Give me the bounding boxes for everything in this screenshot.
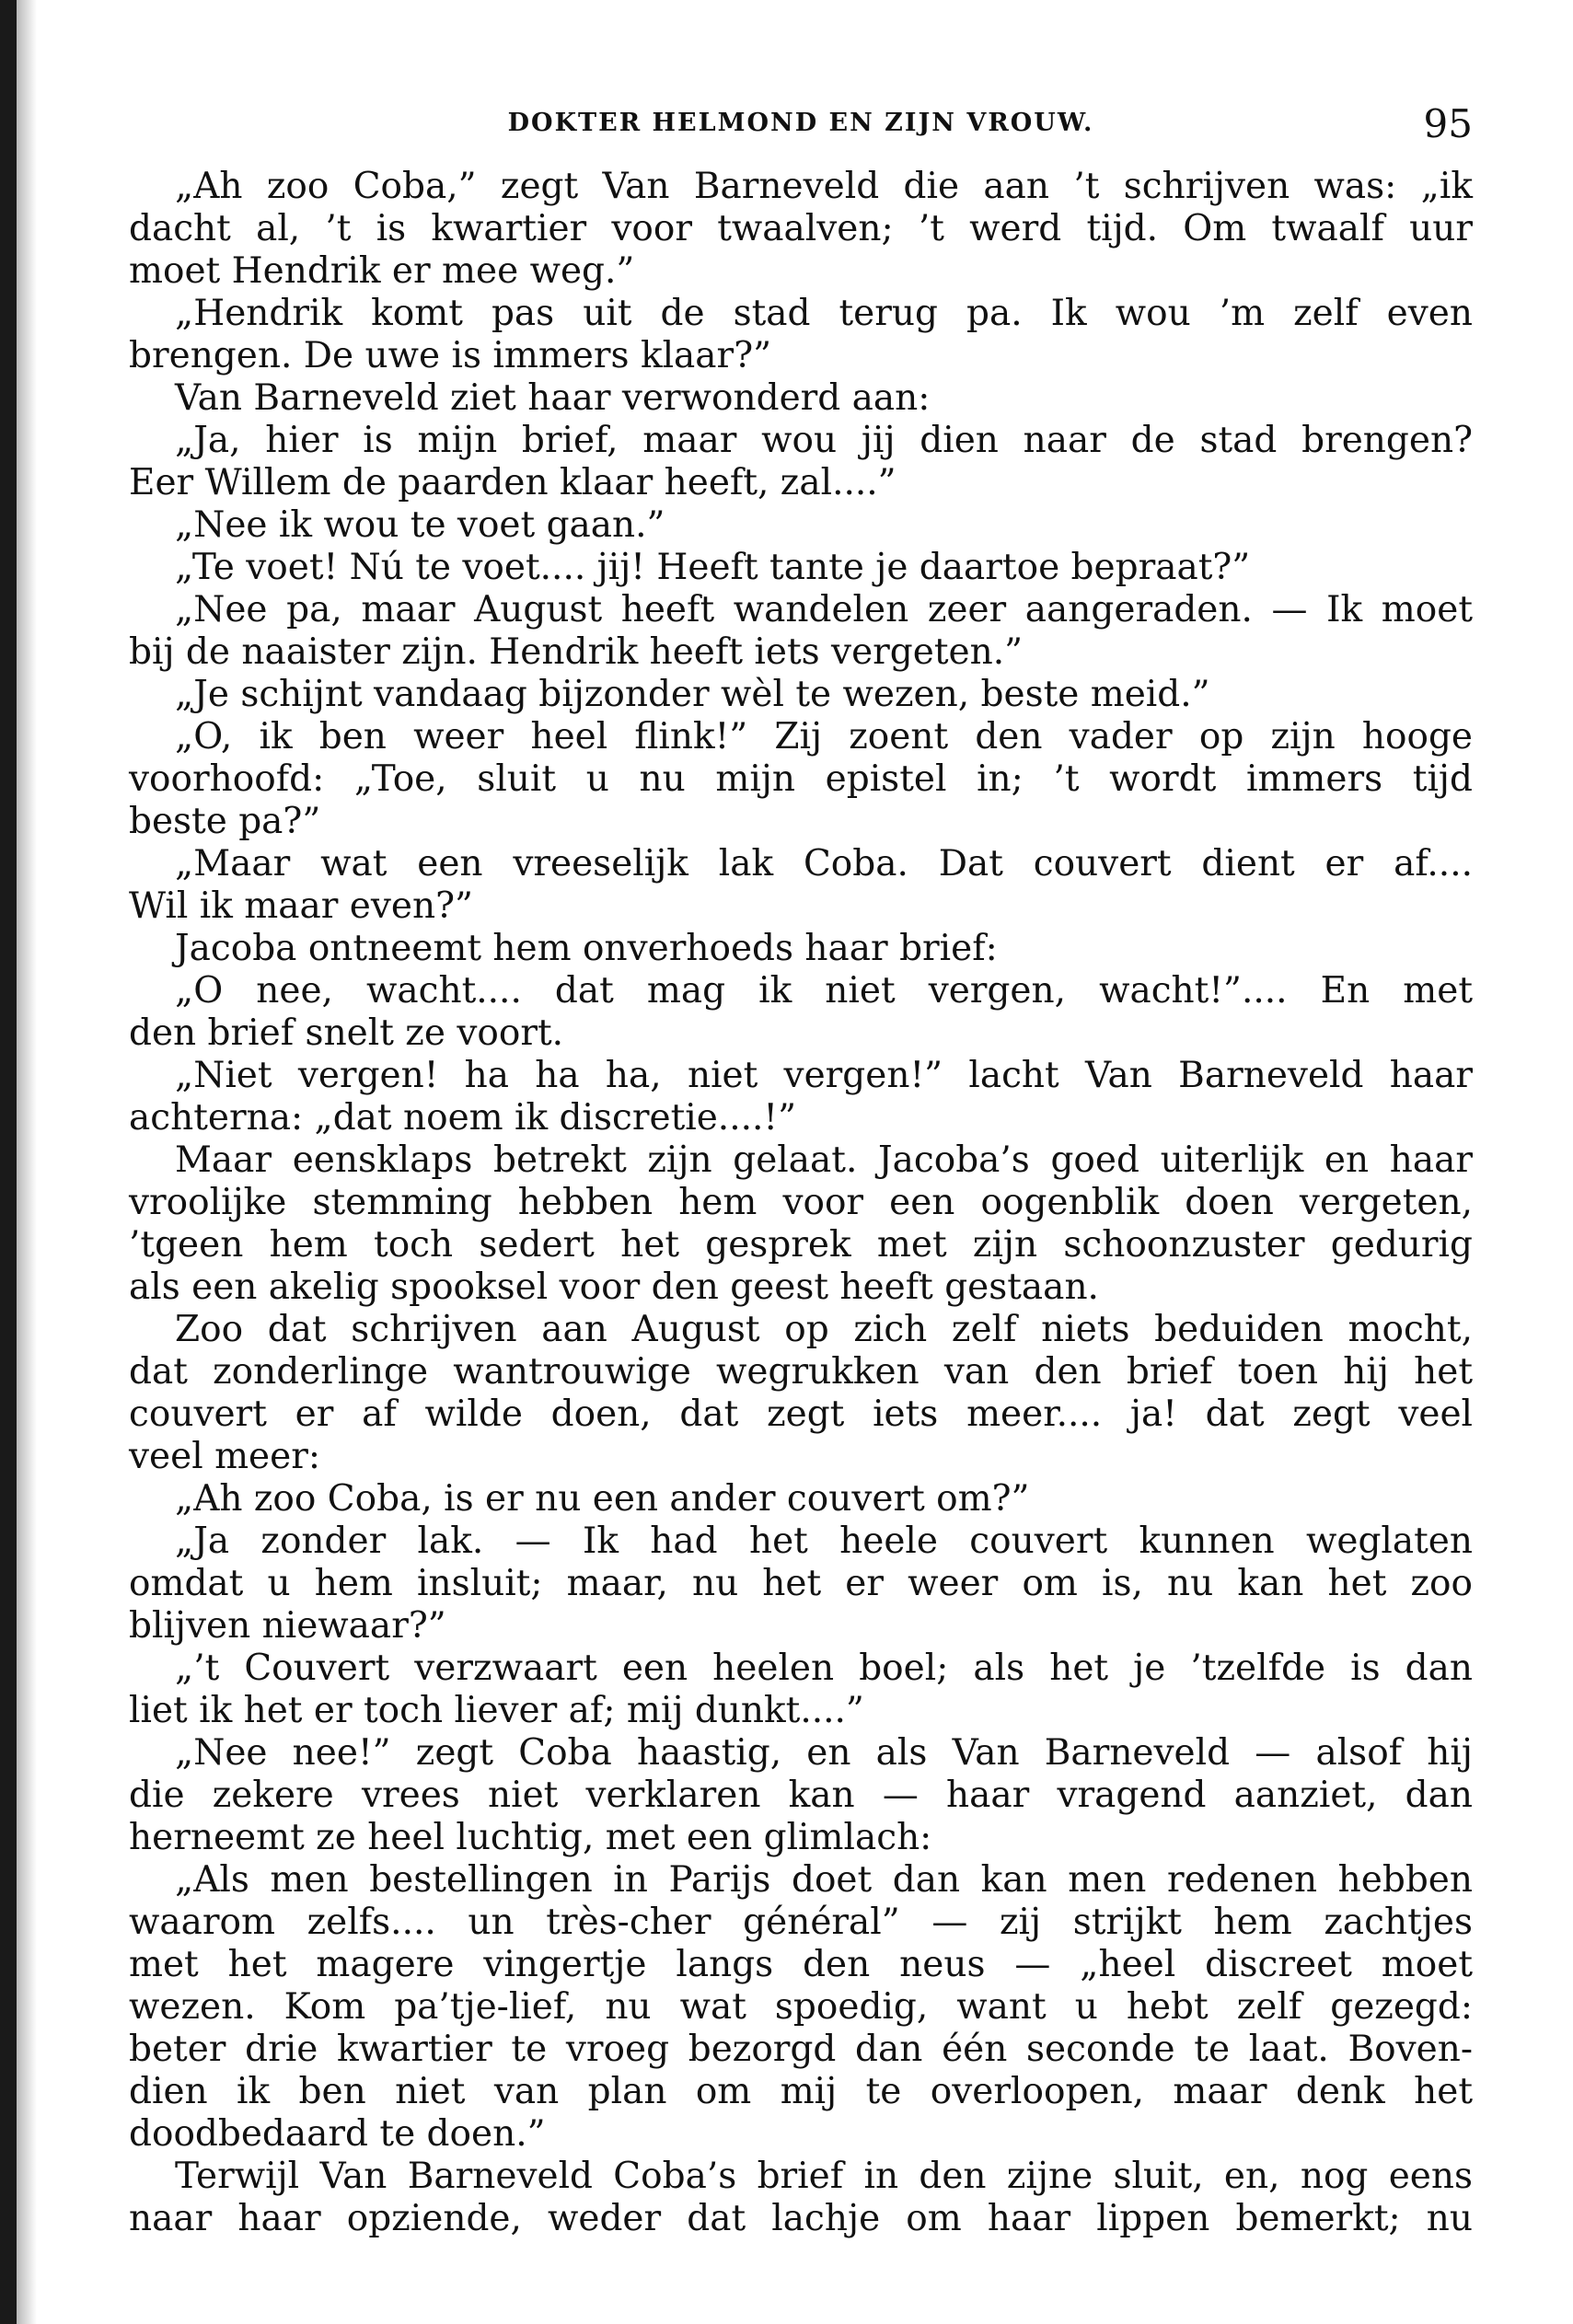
text-line: couvert er af wilde doen, dat zegt iets meer.... ja! dat zegt veel [129,1393,1473,1435]
text-line: Jacoba ontneemt hem onverhoeds haar brief: [175,928,998,969]
text-line: veel meer: [129,1436,320,1477]
text-line: „Hendrik komt pas uit de stad terug pa. Ik wou ’m zelf even [175,293,1473,334]
text-line: liet ik het er toch liever af; mij dunkt....” [129,1690,864,1731]
text-line: als een akelig spooksel voor den geest heeft gestaan. [129,1266,1099,1308]
text-line: doodbedaard te doen.” [129,2113,546,2155]
text-line: den brief snelt ze voort. [129,1012,564,1054]
text-line: „Te voet! Nú te voet.... jij! Heeft tante je daartoe bepraat?” [175,547,1251,588]
text-line: beste pa?” [129,801,321,842]
text-line: naar haar opziende, weder dat lachje om haar lippen bemerkt; nu [129,2198,1473,2239]
text-line: die zekere vrees niet verklaren kan — haar vragend aanziet, dan [129,1775,1473,1816]
text-line: „O, ik ben weer heel flink!” Zij zoent den vader op zijn hooge [175,716,1473,757]
text-line: omdat u hem insluit; maar, nu het er weer om is, nu kan het zoo [129,1563,1473,1604]
body-text [129,166,1473,2240]
text-line: beter drie kwartier te vroeg bezorgd dan één seconde te laat. Boven- [129,2029,1473,2070]
text-line: „Ja zonder lak. — Ik had het heele couvert kunnen weglaten [175,1520,1473,1562]
text-line: „’t Couvert verzwaart een heelen boel; als het je ’tzelfde is dan [175,1648,1473,1689]
text-line: herneemt ze heel luchtig, met een glimlach: [129,1817,932,1858]
text-line: dien ik ben niet van plan om mij te overloopen, maar denk het [129,2071,1473,2112]
spine-gutter-fade [17,0,37,2324]
text-line: „Maar wat een vreeselijk lak Coba. Dat couvert dient er af.... [175,843,1473,885]
text-line: „O nee, wacht.... dat mag ik niet vergen, wacht!”.... En met [175,970,1473,1012]
text-line: vroolijke stemming hebben hem voor een oogenblik doen vergeten, [129,1182,1473,1223]
page-number: 95 [1423,101,1473,146]
text-line: dat zonderlinge wantrouwige wegrukken van den brief toen hij het [129,1351,1473,1393]
text-line: „Nee pa, maar August heeft wandelen zeer aangeraden. — Ik moet [175,589,1473,630]
text-line: bij de naaister zijn. Hendrik heeft iets vergeten.” [129,631,1024,673]
text-line: Wil ik maar even?” [129,885,473,927]
text-line: Maar eensklaps betrekt zijn gelaat. Jacoba’s goed uiterlijk en haar [175,1139,1473,1181]
text-line: Zoo dat schrijven aan August op zich zelf niets beduiden mocht, [175,1309,1473,1350]
text-line: blijven niewaar?” [129,1605,446,1647]
page-header [129,101,1473,166]
text-line: ’tgeen hem toch sedert het gesprek met zijn schoonzuster gedurig [129,1224,1473,1266]
book-page [129,101,1473,2240]
text-line: Van Barneveld ziet haar verwonderd aan: [175,377,931,419]
text-line: brengen. De uwe is immers klaar?” [129,335,772,376]
text-line: „Nee ik wou te voet gaan.” [175,504,665,546]
text-line: „Als men bestellingen in Parijs doet dan kan men redenen hebben [175,1859,1473,1901]
text-line: met het magere vingertje langs den neus — „heel discreet moet [129,1944,1473,1985]
book-spine-shadow [0,0,17,2324]
text-line: wezen. Kom pa’tje-lief, nu wat spoedig, want u hebt zelf gezegd: [129,1986,1473,2028]
text-line: Terwijl Van Barneveld Coba’s brief in den zijne sluit, en, nog eens [175,2156,1473,2197]
text-line: „Ah zoo Coba,” zegt Van Barneveld die aan ’t schrijven was: „ik [175,166,1473,207]
text-line: „Je schijnt vandaag bijzonder wèl te wezen, beste meid.” [175,674,1210,715]
text-line: „Nee nee!” zegt Coba haastig, en als Van Barneveld — alsof hij [175,1732,1473,1774]
text-line: moet Hendrik er mee weg.” [129,250,635,292]
text-line: achterna: „dat noem ik discretie....!” [129,1097,797,1139]
text-line: Eer Willem de paarden klaar heeft, zal....” [129,462,896,503]
text-line: voorhoofd: „Toe, sluit u nu mijn epistel in; ’t wordt immers tijd [129,758,1473,800]
text-line: „Ja, hier is mijn brief, maar wou jij dien naar de stad brengen? [175,420,1473,461]
text-line: „Niet vergen! ha ha ha, niet vergen!” lacht Van Barneveld haar [175,1055,1473,1096]
text-line: dacht al, ’t is kwartier voor twaalven; ’t werd tijd. Om twaalf uur [129,208,1473,249]
text-line: waarom zelfs.... un très-cher général” — zij strijkt hem zachtjes [129,1902,1473,1943]
running-title: DOKTER HELMOND EN ZIJN VROUW. [507,109,1094,137]
text-line: „Ah zoo Coba, is er nu een ander couvert om?” [175,1478,1030,1520]
